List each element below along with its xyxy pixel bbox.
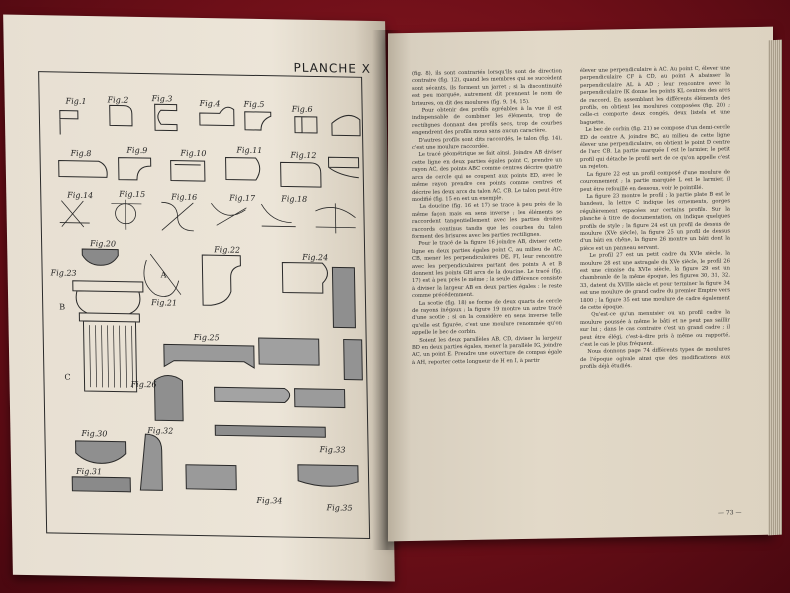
fig-label: Fig.6	[291, 104, 313, 114]
letter-c: C	[64, 372, 71, 382]
section-drawing	[139, 434, 162, 490]
profile-drawing	[155, 104, 177, 130]
fig-label: Fig.33	[319, 445, 346, 455]
profile-drawing	[171, 160, 205, 181]
fig-label: Fig.5	[243, 99, 265, 110]
section-drawing	[154, 375, 183, 421]
construction-drawing	[161, 202, 193, 231]
plate-frame	[38, 60, 372, 539]
fig-label: Fig.24	[302, 252, 329, 263]
fig-label: Fig.20	[90, 239, 117, 249]
letter-b: B	[59, 302, 66, 312]
profile-drawing	[281, 162, 321, 187]
section-drawing	[295, 389, 345, 408]
fig-label: Fig.15	[119, 189, 146, 200]
profile-drawing	[245, 112, 271, 130]
profile-drawing	[82, 249, 118, 266]
section-drawing	[164, 344, 254, 368]
fig-label: Fig.25	[193, 332, 220, 343]
section-drawing	[215, 387, 290, 402]
section-drawing	[344, 340, 363, 380]
profile-drawing	[328, 157, 358, 178]
fig-label: Fig.35	[326, 503, 353, 513]
profile-drawing	[332, 267, 355, 327]
section-drawing	[215, 425, 325, 437]
profile-drawing	[60, 111, 78, 135]
fig-label: Fig.34	[256, 496, 283, 506]
profile-drawing	[226, 157, 260, 180]
fig-label: Fig.11	[236, 145, 263, 156]
fig-label: Fig.12	[290, 150, 317, 161]
construction-drawing	[211, 203, 246, 226]
letter-a: A	[160, 270, 167, 280]
profile-drawing	[202, 255, 241, 306]
profile-drawing	[110, 105, 132, 125]
text-column-left: (fig. 8), ils sont contrariés lorsqu'ils sont de direction contraire (fig. 12), quand les membres qui se succèdent sont sécants, ils forment un jarret ; si la discontinuité est peu marquée, autrement dit prennent le nom de brisures, on dit des moulures (fig. 9, 14, 15). Pour obtenir des profils agréables à la vue il est indispensable de combiner les éléments, trop de rectilignes donnant des profils secs, trop de courbes engendrent des profils mous sans aucun caractère. D'autres profils sont dits raccordés, le talon (fig. 14), c'est une moulure raccordée. Le tracé géométrique se fait ainsi. Joindre AB diviser cette ligne en deux parties égales point C, prendre un rayon AC, des points ABC comme centres décrire quatre arcs de cercle qui se coupent aux points ED, avec le même rayon prendre ces points comme centres et décrire les deux arcs du talon AC, CB. Le talon peut être modifié (fig. 15 en est un exemple. La doucine (fig. 16 et 17) se trace à peu près de la même façon mais en sens inverse ; les éléments se raccordent tangentiellement avec les parties droites raccords continus tandis que les courbes du talon forment des brisures avec les parties rectilignes. Pour le tracé de la figure 16 joindre AB, diviser cette ligne en deux parties égales point C, au milieu de AC, CB, mener les perpendiculaires DE, FI, leur rencontre avec les perpendiculaires partant des points A et B donnent les points GH arcs de la doucine. Le tracé (fig. 17) est à peu près le même ; la seule différence consiste à diviser la largeur AB en deux parties égales : le reste comme précédemment. La scotie (fig. 18) se forme de deux quarts de cercle de rayons inégaux ; la figure 19 montre un autre tracé d'une scotie ; si on la considère en sens inverse telle qu'elle est figurée, c'est une moulure renommée qu'on appelle le bec de corbin. Soient les deux parallèles AB, CD, diviser la largeur BD en deux parties égales, mener la parallèle IG, joindre AC, un point E. Prendre une ouverture de compas égale à AH, reporter cette longueur de H en I, à partir	[412, 68, 562, 366]
page-number: — 73 —	[718, 509, 742, 517]
fig-label: Fig.26	[130, 379, 157, 390]
fig-label: Fig.21	[151, 298, 178, 308]
profile-drawing	[332, 115, 360, 136]
profile-drawing	[200, 107, 234, 126]
section-drawing	[186, 465, 236, 490]
section-drawing	[298, 465, 358, 487]
fig-label: Fig.14	[67, 190, 94, 201]
fig-label: Fig.1	[65, 96, 87, 107]
fig-label: Fig.10	[180, 148, 207, 159]
profile-drawing	[282, 262, 328, 293]
fig-label: Fig.30	[81, 428, 108, 439]
fig-label: Fig.32	[147, 426, 174, 436]
section-drawing	[76, 441, 126, 464]
fig-label: Fig.3	[151, 94, 173, 104]
fig-label: Fig.22	[214, 245, 241, 255]
section-drawing	[72, 477, 130, 492]
fig-label: Fig.2	[107, 95, 129, 105]
fig-label: Fig.18	[281, 194, 308, 204]
fig-label: Fig.31	[76, 466, 103, 477]
fig-label: Fig.17	[229, 193, 256, 203]
profile-drawing	[295, 117, 317, 133]
fig-label: Fig.9	[126, 145, 148, 156]
construction-drawing	[315, 203, 356, 234]
fig-label: Fig.4	[199, 98, 221, 109]
left-page-plate	[3, 15, 395, 582]
construction-drawing	[261, 204, 295, 227]
profile-drawing	[119, 158, 151, 181]
construction-drawing	[59, 201, 89, 228]
right-page-text	[388, 27, 773, 542]
section-drawing	[259, 338, 319, 365]
plate-title: PLANCHE X	[293, 60, 372, 76]
fig-label: Fig.8	[70, 148, 92, 159]
fig-label: Fig.23	[50, 268, 77, 278]
text-column-right: élever une perpendiculaire à AC. Au point C, élever une perpendiculaire CF à CD, au point A abaisser la perpendiculaire AL à AD ; leur rencontre avec la perpendiculaire IK donne les points KL centres des arcs de raccord. En assemblant les différents éléments des profils, on obtient les moulures composées (fig. 20) ; celle-ci comporte deux congés, deux listels et une baguette. Le bec de corbin (fig. 21) se compose d'un demi-cercle ED de centre A, joindre BC, au milieu de cette ligne élever une perpendiculaire, on obtient le point D centre de l'arc CB. La partie marquée I est le larmier, le petit profil qui détache le profil sert de ce qu'on appelle c'est un rejeton. La figure 22 est un profil composé d'une moulure de couronnement ; la partie marquée L est le larmier, il peut être refouillé en dessous, voir le pointillé. La figure 23 montre le profil ; la partie plate B est le bandeau, la lettre C indique les ornements, gorges régulièrement espacées sur certains profils. Sur la planche à titre de documentation, on indique quelques profils de style ; la figure 24 est un profil de dessus de moulure (XVe siècle), la figure 25 un profil de dessus d'un bâti en chêne, la figure 26 montre un bâti dont la pièce est un panneau servant. Le profil 27 est un petit cadre du XVIe siècle, la moulure 28 est une astragale du XVe siècle, le profil 26 est une cimaise du XVIe siècle, la figure 29 est un chambranle de la même époque, les figures 30, 31, 32, 33, datent du XVIIIe siècle et pour terminer la figure 34 est une moulure de grand cadre du premier Empire vers 1800 ; la figure 35 est une moulure de cadre également de cette époque. Qu'est-ce qu'un menuisier ou un profil cadre la moulure poussée à même le bâti et ne peut pas saillir sur lui ; dans le cas contraire c'est un grand cadre ; il peut être élégi, c'est-à-dire pris à même ou rapporté, c'est le cas le plus fréquent. Nous donnons page 74 différents types de moulures de l'époque ogivale ainsi que des modifications aux profils déjà étudiés.	[580, 65, 731, 371]
profile-drawing	[59, 161, 108, 178]
fig-label: Fig.16	[171, 192, 198, 202]
page-edges	[768, 40, 782, 536]
